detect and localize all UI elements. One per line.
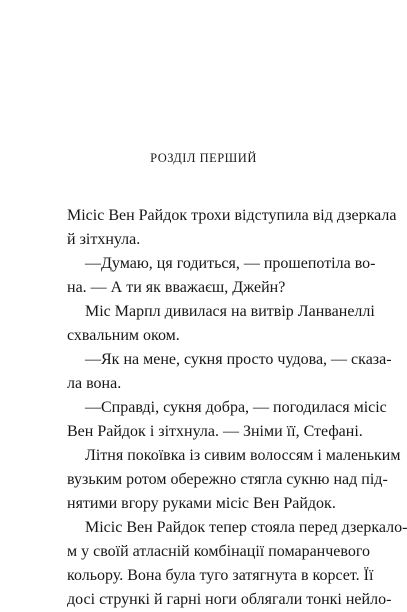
text-line: нятими вгору руками місіс Вен Райдок. xyxy=(67,495,336,512)
text-line: —Справді, сукня добра, — погодилася місіс xyxy=(85,399,387,416)
text-line: ла вона. xyxy=(67,375,122,392)
text-line: Місіс Вен Райдок трохи відступила від дзеркала xyxy=(67,207,397,224)
text-line: й зітхнула. xyxy=(67,231,141,248)
text-line: Вен Райдок і зітхнула. — Зніми її, Стефані. xyxy=(67,423,363,440)
text-line: досі стрункі й гарні ноги облягали тонкі нейло- xyxy=(67,591,392,608)
text-line: —Як на мене, сукня просто чудова, — сказа- xyxy=(85,351,392,368)
text-line: —Думаю, ця годиться, — прошепотіла во- xyxy=(85,255,376,272)
text-line: м у своїй атласній комбінації помаранчевого xyxy=(67,543,370,560)
text-line: Міс Марпл дивилася на витвір Ланванеллі xyxy=(85,303,375,320)
text-line: Літня покоївка із сивим волоссям і маленьким xyxy=(85,447,401,464)
text-line: на. — А ти як вважаєш, Джейн? xyxy=(67,279,286,296)
chapter-title: РОЗДІЛ ПЕРШИЙ xyxy=(150,151,257,165)
text-line: вузьким ротом обережно стягла сукню над під- xyxy=(67,471,388,488)
text-line: схвальним оком. xyxy=(67,327,180,344)
text-line: кольору. Вона була туго затягнута в корсет. Її xyxy=(67,567,374,584)
text-line: Місіс Вен Райдок тепер стояла перед дзеркало- xyxy=(85,519,407,536)
